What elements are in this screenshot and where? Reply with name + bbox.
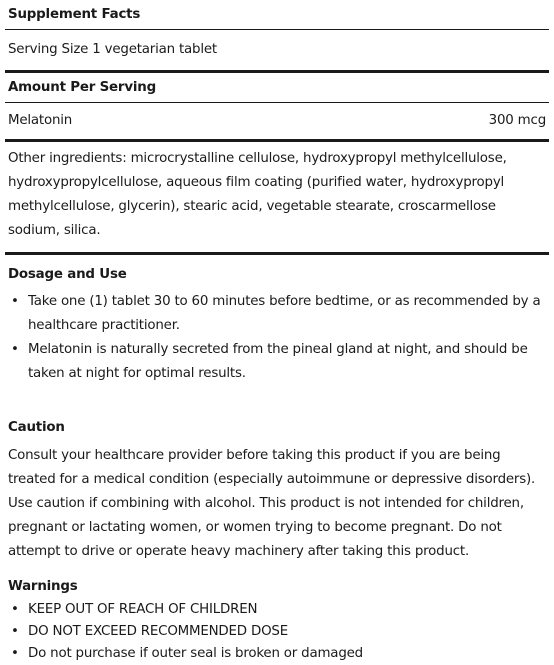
other-ingredients: Other ingredients: microcrystalline cellulose, hydroxypropyl methylcellulose, hydroxypropylcellulose, aqueous film coating (purified water, hydroxypropyl methylcellulose, glycerin), stearic acid, vegetable stearate, croscarmellose sodium, silica. (8, 151, 507, 238)
serving-size: Serving Size 1 vegetarian tablet (8, 42, 217, 57)
list-item: • KEEP OUT OF REACH OF CHILDREN (11, 599, 549, 621)
bullet-icon: • (11, 602, 19, 617)
bullet-icon: • (11, 624, 19, 639)
warnings-heading: Warnings (8, 579, 78, 594)
ingredient-amount: 300 mcg (488, 113, 546, 128)
caution-text: Consult your healthcare provider before taking this product if you are being treated for a medical condition (especially autoimmune or depressive disorders). Use caution if combining with alcohol. This product is not intended for children, pregnant or lactating women, or women trying to become pregnant. Do not attempt to drive or operate heavy machinery after taking this product. (8, 448, 536, 559)
list-item: • Do not purchase if outer seal is broken or damaged (11, 643, 549, 665)
bullet-icon: • (11, 646, 19, 661)
ingredient-row (5, 103, 549, 139)
bullet-icon: • (11, 342, 19, 357)
facts-title: Supplement Facts (8, 7, 141, 22)
dosage-list (5, 290, 549, 386)
ingredient-name: Melatonin (8, 113, 73, 128)
list-item: • Melatonin is naturally secreted from the pineal gland at night, and should be taken at night for optimal results. (11, 338, 549, 386)
list-item: • Take one (1) tablet 30 to 60 minutes before bedtime, or as recommended by a healthcare practitioner. (11, 290, 549, 338)
list-item: • DO NOT EXCEED RECOMMENDED DOSE (11, 621, 549, 643)
warnings-list (5, 599, 549, 665)
caution-heading: Caution (8, 420, 65, 435)
amount-per-serving-header: Amount Per Serving (8, 80, 156, 95)
bullet-icon: • (11, 294, 19, 309)
dosage-heading: Dosage and Use (8, 267, 127, 282)
